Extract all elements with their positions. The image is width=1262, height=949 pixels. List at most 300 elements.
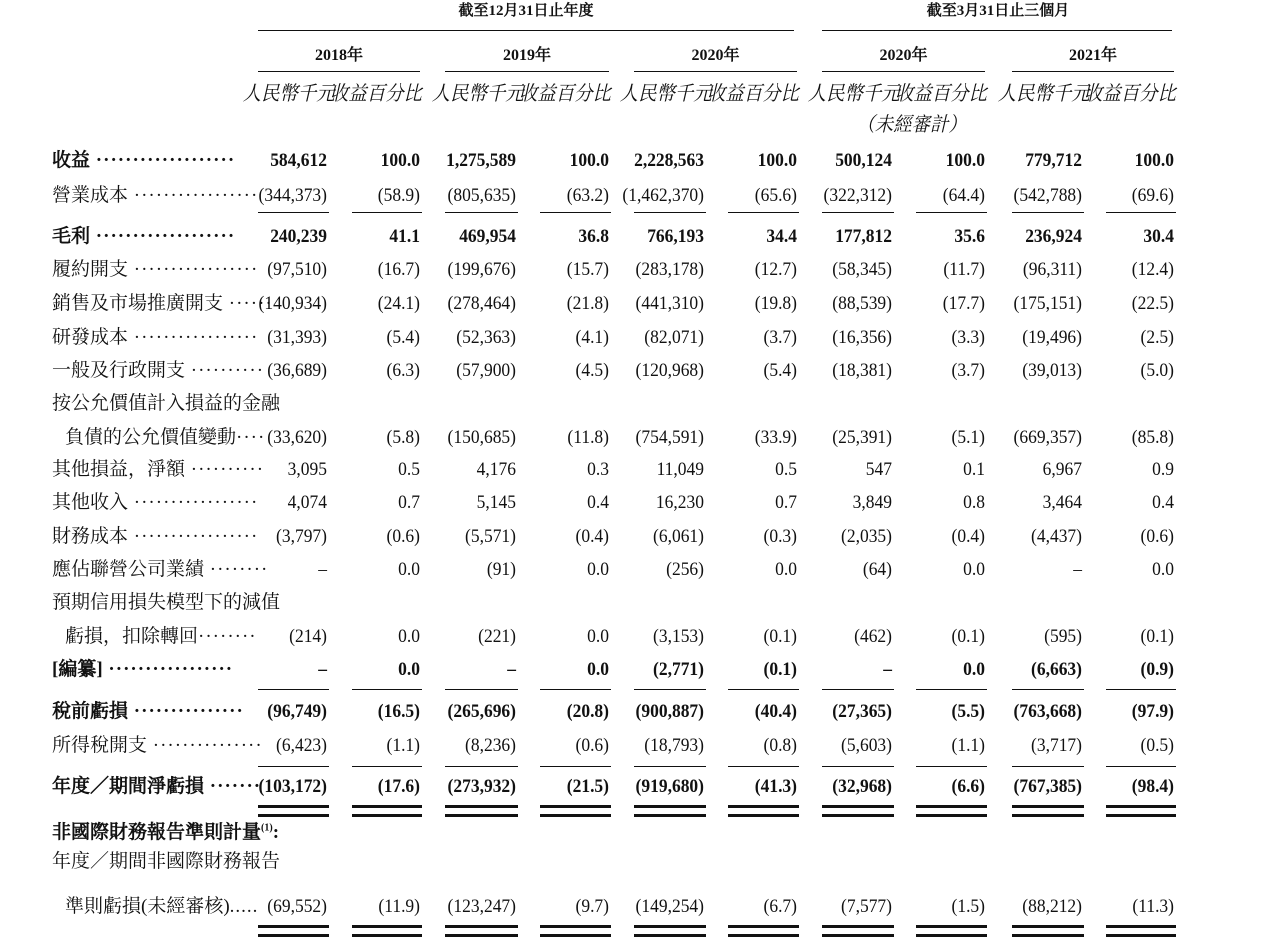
table-cell: 1,275,589	[446, 150, 516, 171]
row-label: 營業成本 ·················	[52, 185, 259, 206]
total-double-rule	[1106, 814, 1176, 817]
table-cell: (25,391)	[832, 427, 892, 448]
year-header: 2018年	[314, 47, 363, 64]
header-annual: 截至12月31日止年度	[458, 3, 594, 19]
table-cell: (6,061)	[653, 526, 704, 547]
table-cell: (19,496)	[1022, 327, 1082, 348]
table-cell: (36,689)	[267, 360, 327, 381]
year-rule	[258, 71, 420, 72]
subtotal-rule	[728, 212, 799, 213]
table-cell: (21.5)	[566, 776, 609, 797]
table-cell: 4,176	[476, 459, 516, 480]
subtotal-rule	[1012, 212, 1084, 213]
table-cell: (12.7)	[754, 259, 797, 280]
table-cell: 584,612	[270, 150, 327, 171]
table-cell: (0.9)	[1140, 659, 1174, 680]
total-double-rule	[728, 814, 799, 817]
leader-dots: .....	[229, 896, 259, 917]
table-cell: (5,571)	[465, 526, 516, 547]
total-double-rule	[1106, 805, 1176, 808]
subtotal-rule	[822, 212, 894, 213]
table-cell: 4,074	[287, 492, 327, 513]
subtotal-rule	[1106, 766, 1176, 767]
table-cell: (2,771)	[653, 659, 704, 680]
total-double-rule	[822, 925, 894, 928]
subtotal-rule	[258, 212, 329, 213]
table-cell: (0.4)	[575, 526, 609, 547]
table-cell: (11.3)	[1132, 896, 1174, 917]
total-double-rule	[634, 805, 706, 808]
row-label: 其他損益，淨額 ··········	[52, 459, 265, 480]
table-cell: (273,932)	[447, 776, 516, 797]
table-cell: (9.7)	[575, 896, 609, 917]
table-cell: (16.7)	[377, 259, 420, 280]
table-cell: 41.1	[389, 226, 420, 247]
table-cell: 0.7	[775, 492, 797, 513]
row-label: 按公允價值計入損益的金融	[52, 393, 281, 414]
table-cell: (98.4)	[1131, 776, 1174, 797]
table-cell: (97.9)	[1131, 701, 1174, 722]
table-cell: (5.8)	[386, 427, 420, 448]
table-cell: (5,603)	[841, 735, 892, 756]
table-cell: –	[883, 659, 892, 680]
table-cell: 0.0	[398, 659, 420, 680]
table-cell: (97,510)	[267, 259, 327, 280]
table-cell: (344,373)	[258, 185, 327, 206]
table-cell: (58,345)	[832, 259, 892, 280]
leader-dots: ·················	[128, 492, 259, 513]
table-cell: 0.0	[963, 559, 985, 580]
subtotal-rule	[634, 212, 706, 213]
row-label: 一般及行政開支 ··········	[52, 360, 265, 381]
subtotal-rule	[540, 689, 611, 690]
total-double-rule	[728, 805, 799, 808]
table-cell: (58.9)	[377, 185, 420, 206]
year-header: 2019年	[502, 47, 551, 64]
table-cell: (221)	[478, 626, 516, 647]
table-cell: (18,381)	[832, 360, 892, 381]
total-double-rule	[1012, 925, 1084, 928]
table-cell: 2,228,563	[634, 150, 704, 171]
table-cell: (40.4)	[754, 701, 797, 722]
subtotal-rule	[352, 689, 422, 690]
subtotal-rule	[445, 212, 518, 213]
table-cell: (63.2)	[566, 185, 609, 206]
table-cell: 6,967	[1042, 459, 1082, 480]
table-cell: (31,393)	[267, 327, 327, 348]
subtotal-rule	[728, 766, 799, 767]
unit-pct-header: 收益百分比	[894, 83, 987, 105]
table-cell: (754,591)	[635, 427, 704, 448]
total-double-rule	[352, 925, 422, 928]
row-label: 虧損，扣除轉回········	[65, 626, 257, 647]
table-cell: (52,363)	[456, 327, 516, 348]
table-cell: (2.5)	[1140, 327, 1174, 348]
row-label: 毛利 ···················	[52, 226, 236, 247]
table-cell: 0.0	[963, 659, 985, 680]
table-cell: (82,071)	[644, 327, 704, 348]
table-cell: (11.7)	[943, 259, 985, 280]
total-double-rule	[822, 805, 894, 808]
total-double-rule	[822, 814, 894, 817]
table-cell: (763,668)	[1013, 701, 1082, 722]
subtotal-rule	[916, 689, 987, 690]
total-double-rule	[728, 925, 799, 928]
table-cell: (7,577)	[841, 896, 892, 917]
table-cell: (150,685)	[447, 427, 516, 448]
total-double-rule	[634, 934, 706, 937]
subtotal-rule	[445, 689, 518, 690]
table-cell: (0.1)	[1140, 626, 1174, 647]
table-cell: 30.4	[1143, 226, 1174, 247]
table-cell: (64.4)	[942, 185, 985, 206]
subtotal-rule	[822, 766, 894, 767]
subtotal-rule	[445, 766, 518, 767]
table-cell: 3,464	[1042, 492, 1082, 513]
table-cell: 0.0	[587, 659, 609, 680]
non-ifrs-title: 非國際財務報告準則計量$^{(1)}$:	[52, 822, 280, 843]
total-double-rule	[634, 814, 706, 817]
year-header: 2020年	[691, 47, 740, 64]
table-cell: 0.5	[775, 459, 797, 480]
total-double-rule	[1106, 934, 1176, 937]
year-rule	[822, 71, 985, 72]
subtotal-rule	[1012, 766, 1084, 767]
leader-dots: ·················	[128, 327, 259, 348]
table-cell: (17.7)	[942, 293, 985, 314]
table-cell: (16,356)	[832, 327, 892, 348]
table-cell: (21.8)	[566, 293, 609, 314]
year-rule	[1012, 71, 1174, 72]
row-label: 年度／期間淨虧損 ·······	[52, 776, 262, 797]
row-label: 研發成本 ·················	[52, 327, 259, 348]
row-label: 其他收入 ·················	[52, 492, 259, 513]
unit-rmb-header: 人民幣千元	[431, 83, 524, 105]
table-cell: (96,311)	[1022, 259, 1082, 280]
total-double-rule	[1012, 934, 1084, 937]
table-cell: (0.1)	[763, 626, 797, 647]
table-cell: 177,812	[835, 226, 892, 247]
colon: :	[272, 822, 280, 843]
leader-dots: ···················	[90, 226, 236, 247]
subtotal-rule	[916, 766, 987, 767]
table-cell: (3.7)	[763, 327, 797, 348]
subtotal-rule	[916, 212, 987, 213]
table-cell: (1,462,370)	[622, 185, 704, 206]
table-cell: (1.1)	[386, 735, 420, 756]
table-cell: (6.7)	[763, 896, 797, 917]
row-label: 預期信用損失模型下的減值	[52, 592, 281, 613]
table-cell: (0.6)	[386, 526, 420, 547]
table-cell: (214)	[289, 626, 327, 647]
header-quarter-rule	[822, 30, 1172, 31]
table-cell: 779,712	[1025, 150, 1082, 171]
table-cell: (5.4)	[763, 360, 797, 381]
table-cell: (69.6)	[1131, 185, 1174, 206]
table-cell: (33.9)	[754, 427, 797, 448]
footnote-marker: (1)	[261, 822, 273, 834]
table-cell: 0.7	[398, 492, 420, 513]
subtotal-rule	[634, 766, 706, 767]
table-cell: (12.4)	[1131, 259, 1174, 280]
table-cell: (16.5)	[377, 701, 420, 722]
leader-dots: ·················	[102, 659, 234, 680]
table-cell: (103,172)	[258, 776, 327, 797]
table-cell: (0.6)	[575, 735, 609, 756]
total-double-rule	[634, 925, 706, 928]
table-cell: (19.8)	[754, 293, 797, 314]
table-cell: (57,900)	[456, 360, 516, 381]
leader-dots: ···············	[128, 701, 244, 722]
table-cell: 100.0	[380, 150, 420, 171]
unit-pct-header: 收益百分比	[1083, 83, 1176, 105]
table-cell: (0.4)	[951, 526, 985, 547]
table-cell: (17.6)	[377, 776, 420, 797]
table-cell: (278,464)	[447, 293, 516, 314]
leader-dots: ···················	[90, 150, 236, 171]
total-double-rule	[1012, 805, 1084, 808]
subtotal-rule	[352, 766, 422, 767]
table-cell: 0.0	[398, 559, 420, 580]
table-cell: (65.6)	[754, 185, 797, 206]
total-double-rule	[1012, 814, 1084, 817]
table-cell: (149,254)	[635, 896, 704, 917]
table-cell: 0.9	[1152, 459, 1174, 480]
table-cell: 100.0	[945, 150, 985, 171]
table-cell: (0.5)	[1140, 735, 1174, 756]
table-cell: (595)	[1044, 626, 1082, 647]
table-cell: (18,793)	[644, 735, 704, 756]
table-cell: (88,212)	[1022, 896, 1082, 917]
leader-dots: ····	[236, 427, 266, 448]
subtotal-rule	[258, 689, 329, 690]
table-cell: (15.7)	[566, 259, 609, 280]
header-annual-rule	[258, 30, 794, 31]
total-double-rule	[916, 925, 987, 928]
table-cell: (542,788)	[1013, 185, 1082, 206]
table-cell: (0.1)	[951, 626, 985, 647]
table-cell: (5.4)	[386, 327, 420, 348]
year-rule	[445, 71, 609, 72]
leader-dots: ········	[198, 626, 257, 647]
row-label: 應佔聯營公司業績 ········	[52, 559, 269, 580]
total-double-rule	[445, 814, 518, 817]
total-double-rule	[540, 934, 611, 937]
table-cell: 469,954	[459, 226, 516, 247]
table-cell: 0.4	[1152, 492, 1174, 513]
table-cell: (33,620)	[267, 427, 327, 448]
total-double-rule	[352, 934, 422, 937]
table-cell: (283,178)	[635, 259, 704, 280]
year-header: 2021年	[1068, 47, 1117, 64]
table-cell: (96,749)	[267, 701, 327, 722]
table-cell: (1.1)	[951, 735, 985, 756]
table-cell: (322,312)	[823, 185, 892, 206]
table-cell: (85.8)	[1131, 427, 1174, 448]
total-double-rule	[352, 805, 422, 808]
header-quarter: 截至3月31日止三個月	[926, 3, 1070, 19]
table-cell: (175,151)	[1013, 293, 1082, 314]
row-label: 履約開支 ·················	[52, 259, 259, 280]
table-cell: 0.0	[587, 626, 609, 647]
total-double-rule	[445, 805, 518, 808]
table-cell: (900,887)	[635, 701, 704, 722]
total-double-rule	[352, 814, 422, 817]
table-cell: (5.0)	[1140, 360, 1174, 381]
table-cell: 100.0	[757, 150, 797, 171]
table-cell: (4.1)	[575, 327, 609, 348]
table-cell: (0.6)	[1140, 526, 1174, 547]
year-header: 2020年	[879, 47, 928, 64]
table-cell: (22.5)	[1131, 293, 1174, 314]
table-cell: 35.6	[954, 226, 985, 247]
row-label: 負債的公允價值變動····	[65, 427, 266, 448]
total-double-rule	[445, 934, 518, 937]
leader-dots: ···············	[147, 735, 263, 756]
unaudited-note: （未經審計）	[856, 114, 967, 136]
table-cell: (3,717)	[1031, 735, 1082, 756]
table-cell: (919,680)	[635, 776, 704, 797]
table-cell: (3,153)	[653, 626, 704, 647]
table-cell: 16,230	[655, 492, 704, 513]
table-cell: (441,310)	[635, 293, 704, 314]
row-label: 銷售及市場推廣開支 ······	[52, 293, 273, 314]
total-double-rule	[916, 805, 987, 808]
leader-dots: ······	[223, 293, 273, 314]
table-cell: (6.3)	[386, 360, 420, 381]
table-cell: 0.8	[963, 492, 985, 513]
subtotal-rule	[352, 212, 422, 213]
table-cell: 34.4	[766, 226, 797, 247]
table-cell: (11.9)	[378, 896, 420, 917]
leader-dots: ·······	[204, 776, 262, 797]
subtotal-rule	[634, 689, 706, 690]
table-cell: (5.5)	[951, 701, 985, 722]
table-cell: (27,365)	[832, 701, 892, 722]
table-cell: (6.6)	[951, 776, 985, 797]
table-cell: (2,035)	[841, 526, 892, 547]
total-double-rule	[258, 805, 329, 808]
table-cell: –	[318, 659, 327, 680]
table-cell: (6,663)	[1031, 659, 1082, 680]
leader-dots: ··········	[185, 459, 265, 480]
leader-dots: ·················	[128, 259, 259, 280]
table-cell: 0.0	[1152, 559, 1174, 580]
row-label: 收益 ···················	[52, 150, 236, 171]
subtotal-rule	[540, 766, 611, 767]
unit-pct-header: 收益百分比	[518, 83, 611, 105]
total-double-rule	[728, 934, 799, 937]
row-label: 稅前虧損 ···············	[52, 701, 244, 722]
year-rule	[634, 71, 797, 72]
table-cell: (20.8)	[566, 701, 609, 722]
table-cell: 240,239	[270, 226, 327, 247]
table-cell: (140,934)	[258, 293, 327, 314]
table-cell: 36.8	[578, 226, 609, 247]
table-cell: (4,437)	[1031, 526, 1082, 547]
table-cell: (24.1)	[377, 293, 420, 314]
total-double-rule	[822, 934, 894, 937]
table-cell: (32,968)	[832, 776, 892, 797]
leader-dots: ········	[204, 559, 269, 580]
table-cell: 547	[865, 459, 892, 480]
subtotal-rule	[1106, 689, 1176, 690]
table-cell: 11,049	[656, 459, 704, 480]
table-cell: –	[318, 559, 327, 580]
table-cell: –	[1073, 559, 1082, 580]
total-double-rule	[916, 814, 987, 817]
table-cell: 3,095	[287, 459, 327, 480]
unit-rmb-header: 人民幣千元	[619, 83, 712, 105]
subtotal-rule	[822, 689, 894, 690]
table-cell: 0.0	[775, 559, 797, 580]
table-cell: (0.3)	[763, 526, 797, 547]
subtotal-rule	[540, 212, 611, 213]
total-double-rule	[258, 925, 329, 928]
table-cell: (123,247)	[447, 896, 516, 917]
total-double-rule	[445, 925, 518, 928]
non-ifrs-label: 年度／期間非國際財務報告	[52, 851, 281, 872]
subtotal-rule	[728, 689, 799, 690]
total-double-rule	[258, 814, 329, 817]
total-double-rule	[540, 814, 611, 817]
table-cell: (0.8)	[763, 735, 797, 756]
leader-dots: ·················	[128, 185, 259, 206]
table-cell: –	[507, 659, 516, 680]
table-cell: (669,357)	[1013, 427, 1082, 448]
table-cell: (69,552)	[267, 896, 327, 917]
table-cell: (64)	[862, 559, 892, 580]
table-cell: 5,145	[476, 492, 516, 513]
table-cell: (256)	[666, 559, 704, 580]
table-cell: 3,849	[852, 492, 892, 513]
unit-rmb-header: 人民幣千元	[997, 83, 1090, 105]
table-cell: (41.3)	[754, 776, 797, 797]
table-cell: (91)	[486, 559, 516, 580]
table-cell: 0.0	[587, 559, 609, 580]
table-cell: 236,924	[1025, 226, 1082, 247]
table-cell: (4.5)	[575, 360, 609, 381]
table-cell: 100.0	[569, 150, 609, 171]
table-cell: 500,124	[835, 150, 892, 171]
subtotal-rule	[1012, 689, 1084, 690]
table-cell: 766,193	[647, 226, 704, 247]
table-cell: (462)	[854, 626, 892, 647]
table-cell: (1.5)	[951, 896, 985, 917]
subtotal-rule	[1106, 212, 1176, 213]
unit-rmb-header: 人民幣千元	[807, 83, 900, 105]
non-ifrs-label: 準則虧損(未經審核).....	[65, 896, 259, 917]
table-cell: 100.0	[1134, 150, 1174, 171]
table-cell: (39,013)	[1022, 360, 1082, 381]
table-cell: (11.8)	[567, 427, 609, 448]
table-cell: (8,236)	[465, 735, 516, 756]
row-label: [編纂] ·················	[52, 659, 234, 680]
table-cell: (0.1)	[763, 659, 797, 680]
table-cell: 0.5	[398, 459, 420, 480]
table-cell: 0.4	[587, 492, 609, 513]
leader-dots: ·················	[128, 526, 259, 547]
row-label: 財務成本 ·················	[52, 526, 259, 547]
table-cell: (3.7)	[951, 360, 985, 381]
table-cell: (88,539)	[832, 293, 892, 314]
table-cell: (5.1)	[951, 427, 985, 448]
unit-rmb-header: 人民幣千元	[242, 83, 335, 105]
table-cell: (265,696)	[447, 701, 516, 722]
table-cell: (3,797)	[276, 526, 327, 547]
row-label: 所得稅開支 ···············	[52, 735, 263, 756]
total-double-rule	[916, 934, 987, 937]
